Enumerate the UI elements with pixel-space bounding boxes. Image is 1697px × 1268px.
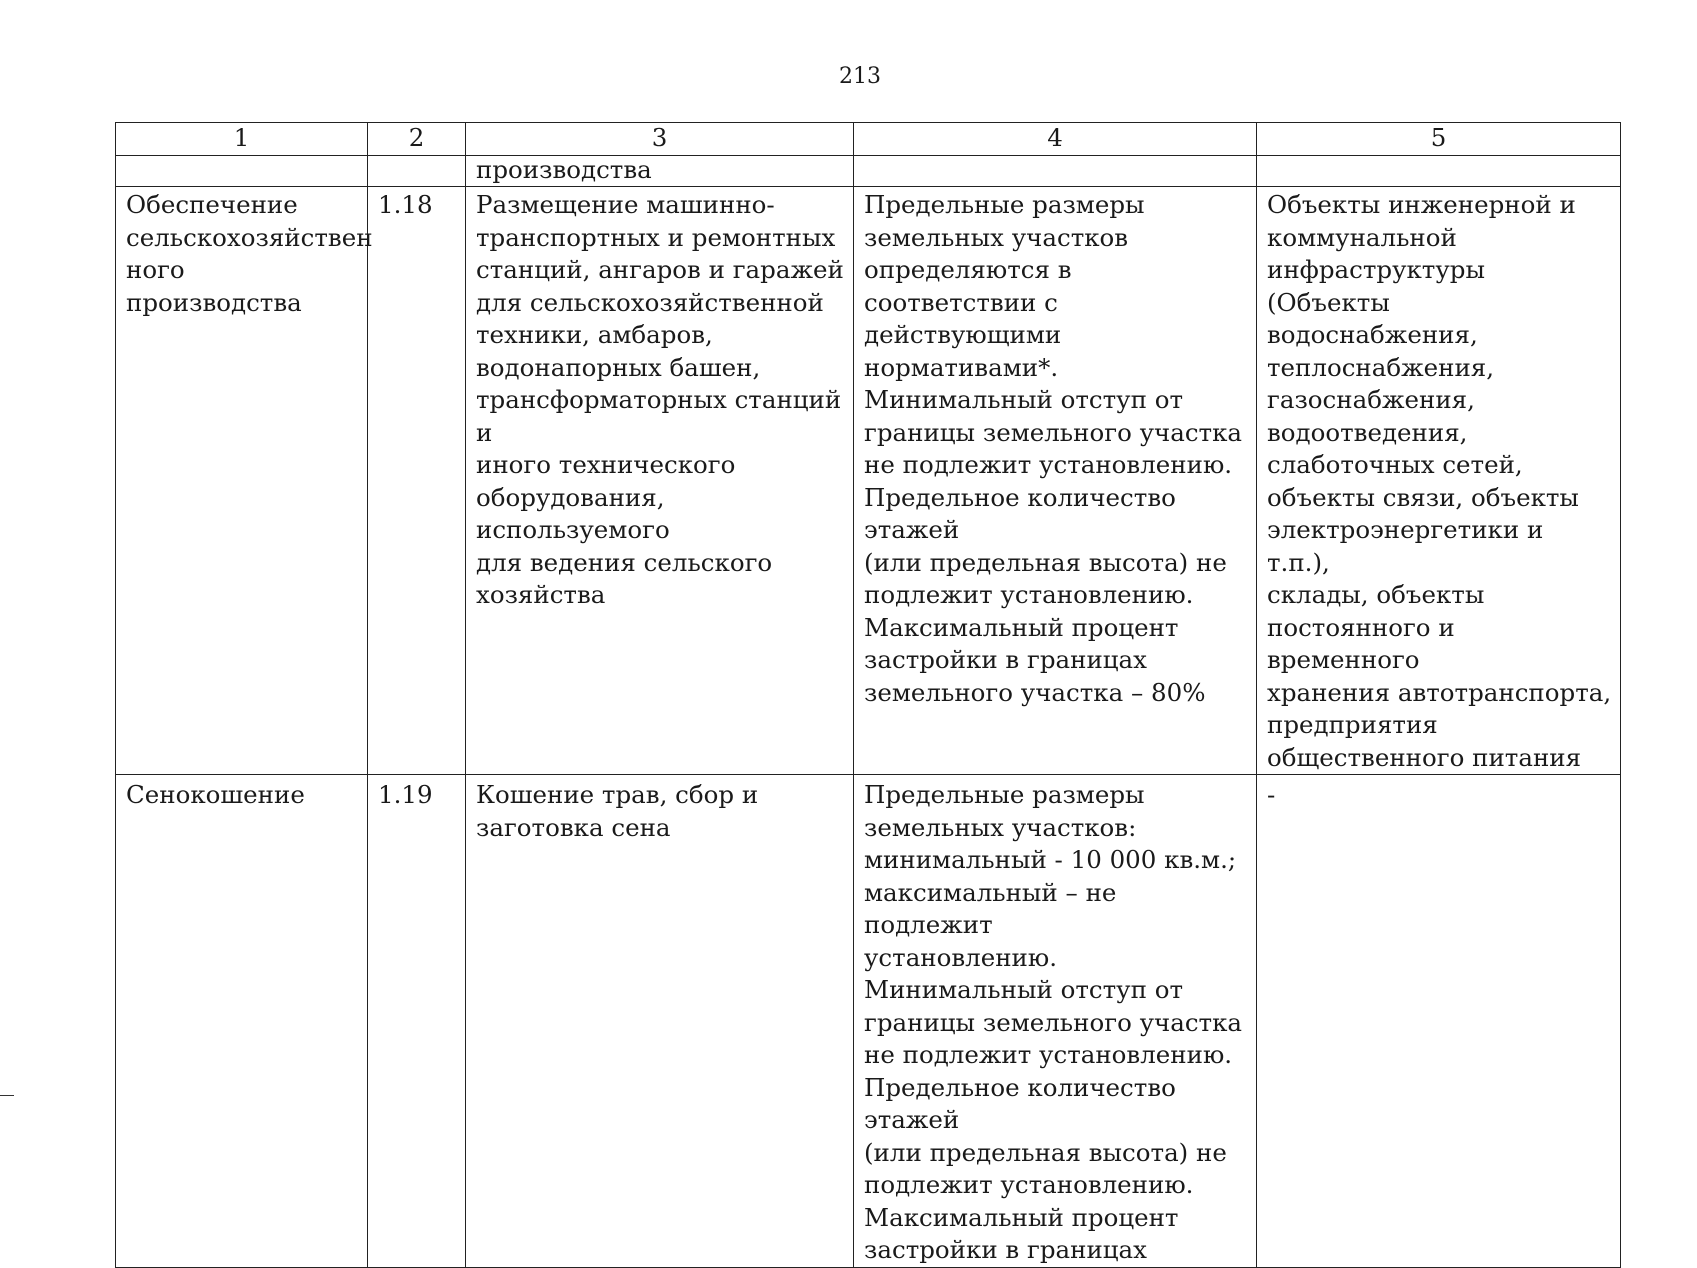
land-use-table — [115, 122, 1621, 1268]
continuation-cell-2 — [368, 156, 466, 187]
page-number: 213 — [839, 64, 881, 89]
land-use-auxiliary: Объекты инженерной и коммунальной инфраструктуры (Объекты водоснабжения, теплоснабжения, газоснабжения, водоотведения, слаботочных сетей, объекты связи, объекты электроэнергетики и т.п.), склады, объекты постоянного и временного хранения автотранспорта, предприятия общественного питания — [1257, 187, 1621, 775]
table-row — [116, 775, 1621, 1268]
table-row — [116, 187, 1621, 775]
column-header-2: 2 — [368, 123, 466, 156]
land-use-parameters: Предельные размеры земельных участков определяются в соответствии с действующими нормативами*. Минимальный отступ от границы земельного участка не подлежит установлению. Предельное количество этажей (или предельная высота) не подлежит установлению. Максимальный процент застройки в границах земельного участка – 80% — [854, 187, 1257, 775]
land-use-code: 1.18 — [368, 187, 466, 775]
land-use-parameters: Предельные размеры земельных участков: минимальный - 10 000 кв.м.; максимальный – не подлежит установлению. Минимальный отступ от границы земельного участка не подлежит установлению. Предельное количество этажей (или предельная высота) не подлежит установлению. Максимальный процент застройки в границах — [854, 775, 1257, 1268]
land-use-description: Кошение трав, сбор и заготовка сена — [466, 775, 854, 1268]
land-use-code: 1.19 — [368, 775, 466, 1268]
header-row — [116, 123, 1621, 156]
land-use-name: Сенокошение — [116, 775, 368, 1268]
continuation-cell-4 — [854, 156, 1257, 187]
continuation-row — [116, 156, 1621, 187]
margin-mark — [0, 1095, 14, 1096]
land-use-description: Размещение машинно- транспортных и ремонтных станций, ангаров и гаражей для сельскохозяйственной техники, амбаров, водонапорных башен, трансформаторных станций и иного технического оборудования, используемого для ведения сельского хозяйства — [466, 187, 854, 775]
column-header-5: 5 — [1257, 123, 1621, 156]
continuation-cell-1 — [116, 156, 368, 187]
continuation-cell-3: производства — [466, 156, 854, 187]
column-header-1: 1 — [116, 123, 368, 156]
land-use-auxiliary: - — [1257, 775, 1621, 1268]
land-use-name: Обеспечение сельскохозяйствен ного производства — [116, 187, 368, 775]
column-header-4: 4 — [854, 123, 1257, 156]
column-header-3: 3 — [466, 123, 854, 156]
continuation-cell-5 — [1257, 156, 1621, 187]
